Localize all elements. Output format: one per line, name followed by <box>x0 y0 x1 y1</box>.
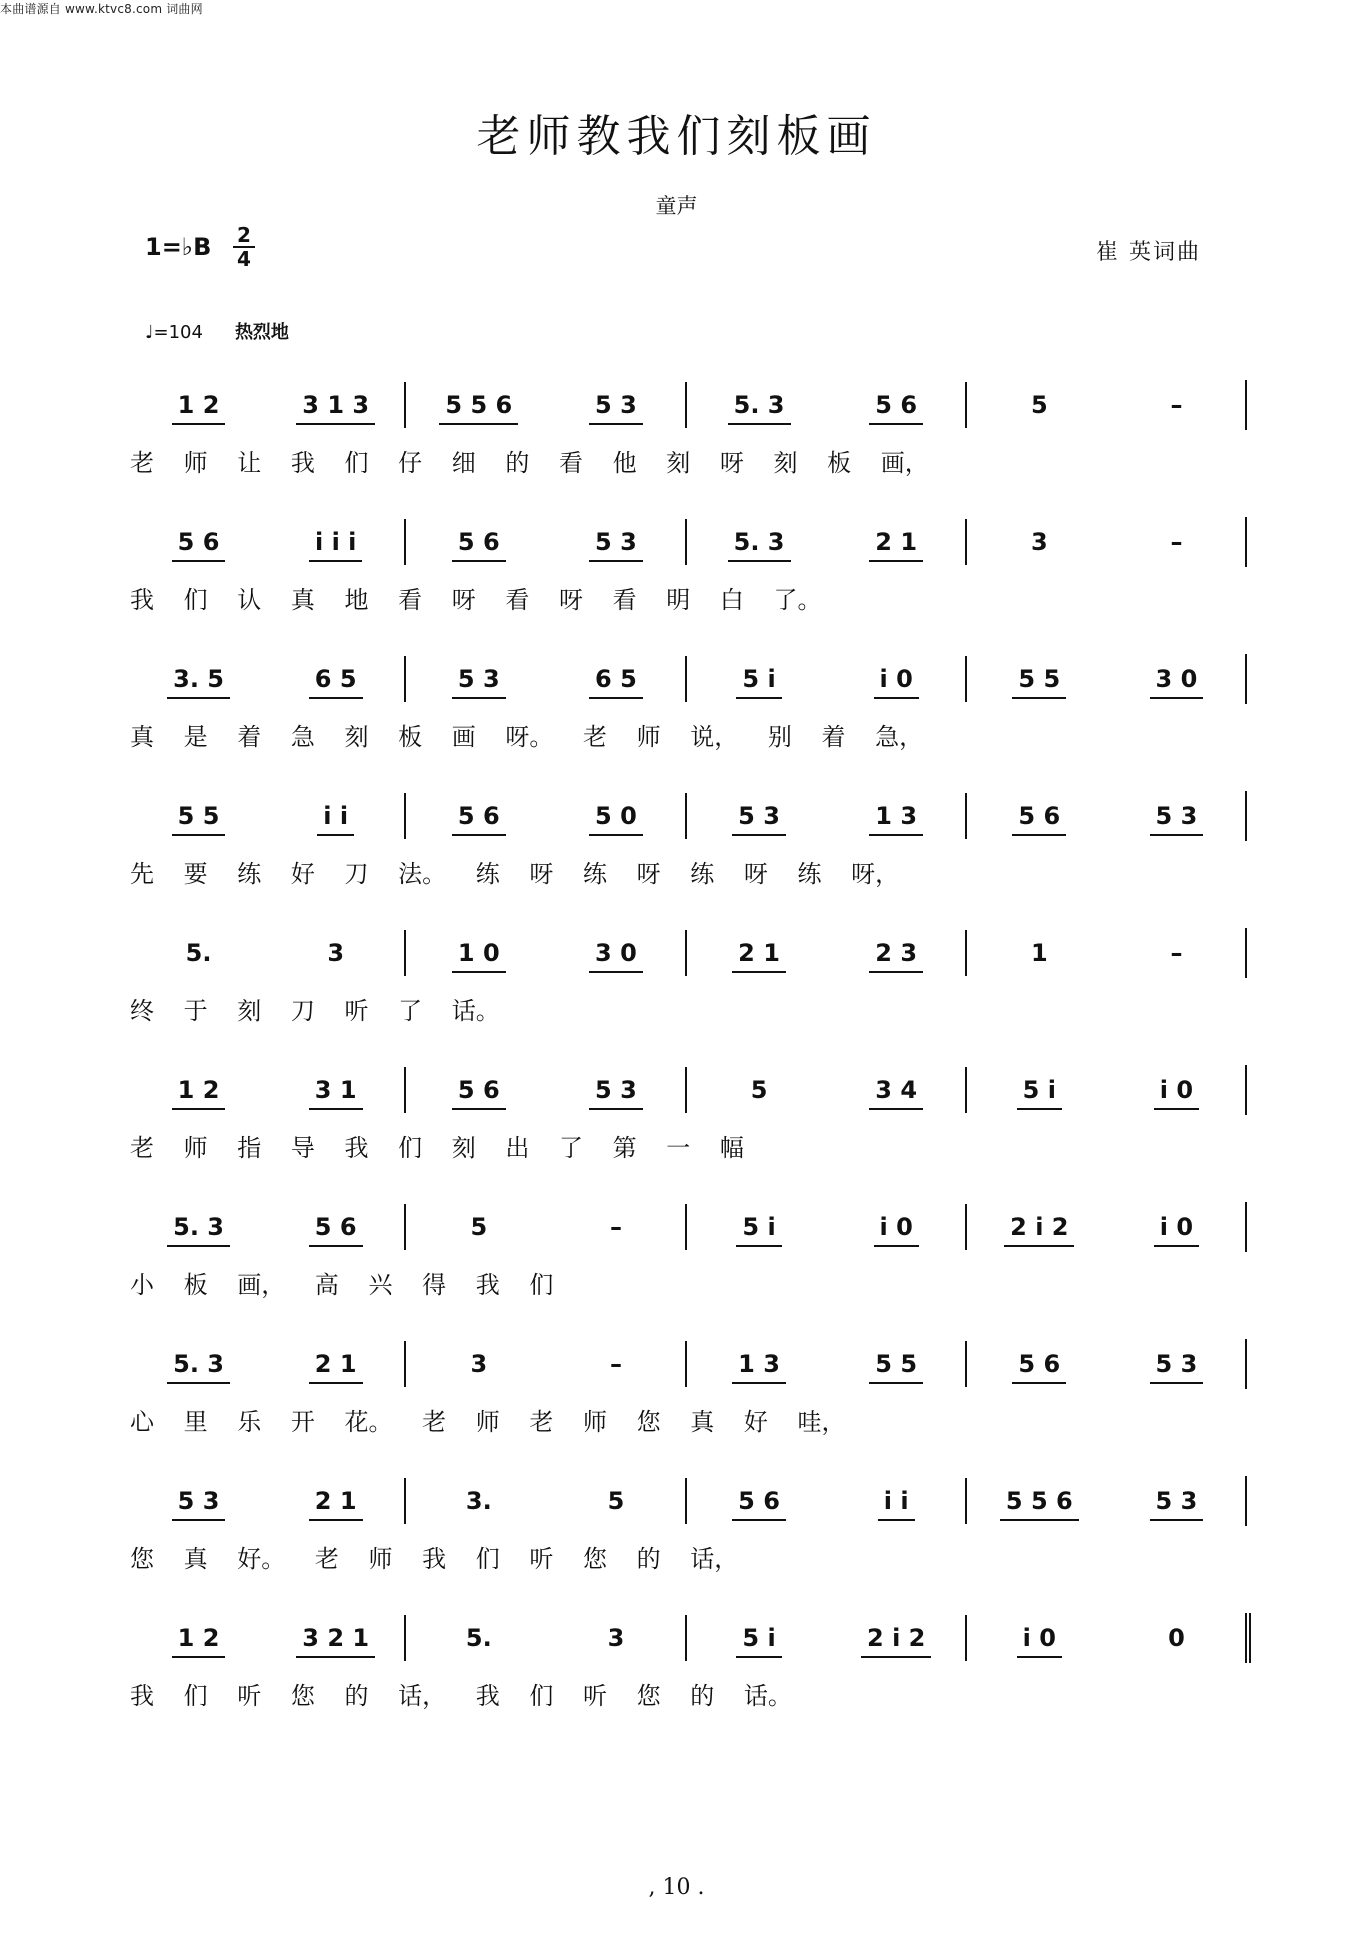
note-group <box>410 1487 547 1515</box>
note-text: 1 2 <box>172 1076 226 1110</box>
note-text: 1 2 <box>172 391 226 425</box>
note-text: 5 3 <box>589 391 643 425</box>
note-group <box>410 391 547 419</box>
note-text: 5 6 <box>452 528 506 562</box>
note-text: 3 <box>607 1624 625 1652</box>
note-group <box>828 802 965 830</box>
notation-line <box>130 1202 1247 1252</box>
note-group <box>828 528 965 556</box>
note-group <box>828 1076 965 1104</box>
note-group <box>1108 802 1245 830</box>
note-text: i 0 <box>874 1213 919 1247</box>
note-text: 5 i <box>736 1213 781 1247</box>
note-group <box>547 1213 684 1241</box>
note-text: 1 3 <box>732 1350 786 1384</box>
mood-marking: 热烈地 <box>234 322 289 343</box>
note-group <box>971 1624 1108 1652</box>
notation-line <box>130 380 1247 430</box>
note-text: 5 i <box>736 1624 781 1658</box>
note-text: 5. <box>465 1624 492 1652</box>
note-text: 1 <box>1030 939 1048 967</box>
note-group <box>410 939 547 967</box>
time-signature-top: 2 <box>237 223 251 247</box>
lyrics-line: 真 是 着 急 刻 板 画 呀。 老 师 说， 别 着 急， <box>130 722 924 751</box>
note-group <box>1108 939 1245 967</box>
note-group <box>691 939 828 967</box>
note-text: 2 1 <box>732 939 786 973</box>
note-group <box>691 1624 828 1652</box>
note-text: 3 2 1 <box>296 1624 375 1658</box>
note-group <box>410 1624 547 1652</box>
lyrics-line: 我 们 认 真 地 看 呀 看 呀 看 明 白 了。 <box>130 585 822 614</box>
note-group <box>971 665 1108 693</box>
notation-line <box>130 928 1247 978</box>
note-text: 5 <box>750 1076 768 1104</box>
note-text: 5 5 <box>172 802 226 836</box>
note-group <box>691 1487 828 1515</box>
note-group <box>547 1624 684 1652</box>
note-text: 5. 3 <box>167 1213 230 1247</box>
note-group <box>267 665 404 693</box>
note-group <box>547 391 684 419</box>
note-group <box>691 802 828 830</box>
song-title: 老师教我们刻板画 <box>476 111 877 162</box>
lyrics-line: 心 里 乐 开 花。 老 师 老 师 您 真 好 哇， <box>130 1407 846 1436</box>
note-text: 5 6 <box>452 1076 506 1110</box>
note-group <box>547 802 684 830</box>
music-system <box>0 1065 1353 1185</box>
music-system <box>0 517 1353 637</box>
note-text: 5 5 <box>869 1350 923 1384</box>
note-text: 0 <box>1168 1624 1185 1652</box>
genre-label: 童声 <box>655 194 698 218</box>
note-group <box>828 665 965 693</box>
note-text: 3 <box>327 939 345 967</box>
note-text: 5 3 <box>732 802 786 836</box>
note-group <box>971 1350 1108 1378</box>
note-group <box>267 1624 404 1652</box>
note-text: 3. 5 <box>167 665 230 699</box>
note-group <box>267 1350 404 1378</box>
note-group <box>410 1213 547 1241</box>
note-text: 5 3 <box>1150 1350 1204 1384</box>
note-group <box>971 939 1108 967</box>
notation-line <box>130 1339 1247 1389</box>
note-group <box>130 1350 267 1378</box>
tempo-value: ♩=104 <box>145 322 203 343</box>
note-text: 3 1 <box>309 1076 363 1110</box>
note-group <box>828 1487 965 1515</box>
note-text: 5 <box>1030 391 1048 419</box>
music-system <box>0 1613 1353 1733</box>
note-group <box>828 1624 965 1652</box>
note-group <box>1108 1213 1245 1241</box>
note-group <box>267 391 404 419</box>
notation-line <box>130 1613 1251 1663</box>
note-text: 2 i 2 <box>861 1624 931 1658</box>
note-group <box>828 1213 965 1241</box>
lyrics-line: 小 板 画， 高 兴 得 我 们 <box>130 1270 554 1299</box>
note-group <box>691 665 828 693</box>
note-text: i i i <box>309 528 362 562</box>
note-text: 5 6 <box>732 1487 786 1521</box>
music-system <box>0 1339 1353 1459</box>
note-text: i 0 <box>1017 1624 1062 1658</box>
note-text: 3 0 <box>1150 665 1204 699</box>
note-text: – <box>609 1350 622 1378</box>
note-text: 1 3 <box>869 802 923 836</box>
note-group <box>547 1487 684 1515</box>
note-group <box>1108 1487 1245 1515</box>
note-group <box>971 802 1108 830</box>
note-text: 6 5 <box>589 665 643 699</box>
note-text: 5. <box>185 939 212 967</box>
note-text: 2 1 <box>309 1487 363 1521</box>
note-group <box>971 391 1108 419</box>
time-signature <box>233 225 255 269</box>
note-text: 5 6 <box>869 391 923 425</box>
note-group <box>130 1213 267 1241</box>
note-text: i 0 <box>874 665 919 699</box>
note-group <box>130 939 267 967</box>
music-system <box>0 928 1353 1048</box>
note-text: 5 3 <box>1150 802 1204 836</box>
source-watermark: 本曲谱源自 www.ktvc8.com 词曲网 <box>0 2 203 16</box>
note-text: 5 3 <box>452 665 506 699</box>
note-group <box>410 665 547 693</box>
lyrics-line: 您 真 好。 老 师 我 们 听 您 的 话， <box>130 1544 739 1573</box>
page-number: , 10 . <box>648 1875 705 1900</box>
note-group <box>130 802 267 830</box>
note-text: 5 6 <box>1012 802 1066 836</box>
note-group <box>267 1213 404 1241</box>
lyrics-line: 老 师 让 我 们 仔 细 的 看 他 刻 呀 刻 板 画， <box>130 448 929 477</box>
note-text: i i <box>878 1487 915 1521</box>
note-text: 5 i <box>736 665 781 699</box>
note-text: 5 <box>470 1213 488 1241</box>
note-group <box>1108 1350 1245 1378</box>
key-signature: 1=♭B <box>145 233 212 261</box>
note-text: 5 <box>607 1487 625 1515</box>
note-group <box>410 1076 547 1104</box>
note-text: 3 <box>1030 528 1048 556</box>
note-text: 5 6 <box>452 802 506 836</box>
note-text: 3 <box>470 1350 488 1378</box>
note-text: 2 3 <box>869 939 923 973</box>
note-text: 3 0 <box>589 939 643 973</box>
note-group <box>267 939 404 967</box>
note-group <box>828 391 965 419</box>
note-text: 3 4 <box>869 1076 923 1110</box>
note-text: i i <box>317 802 354 836</box>
note-text: 5. 3 <box>167 1350 230 1384</box>
notation-line <box>130 1065 1247 1115</box>
note-text: 5 0 <box>589 802 643 836</box>
note-text: 5 6 <box>309 1213 363 1247</box>
note-group <box>691 1350 828 1378</box>
lyrics-line: 终 于 刻 刀 听 了 话。 <box>130 996 500 1025</box>
note-text: 5 6 <box>1012 1350 1066 1384</box>
note-group <box>267 802 404 830</box>
lyrics-line: 老 师 指 导 我 们 刻 出 了 第 一 幅 <box>130 1133 744 1162</box>
note-group <box>547 528 684 556</box>
note-text: 3. <box>465 1487 492 1515</box>
note-group <box>410 528 547 556</box>
note-text: 1 0 <box>452 939 506 973</box>
note-text: 5. 3 <box>728 391 791 425</box>
note-text: 5 i <box>1017 1076 1062 1110</box>
note-group <box>410 1350 547 1378</box>
note-group <box>547 665 684 693</box>
note-group <box>691 1213 828 1241</box>
note-group <box>1108 1076 1245 1104</box>
note-text: 2 i 2 <box>1004 1213 1074 1247</box>
note-group <box>130 528 267 556</box>
note-group <box>267 1076 404 1104</box>
composer-credit: 崔 英词曲 <box>1096 240 1201 265</box>
note-text: – <box>1170 939 1183 967</box>
note-text: 5 3 <box>589 1076 643 1110</box>
note-group <box>267 1487 404 1515</box>
note-group <box>410 802 547 830</box>
notation-line <box>130 654 1247 704</box>
note-group <box>267 528 404 556</box>
note-text: 2 1 <box>869 528 923 562</box>
note-group <box>547 1076 684 1104</box>
note-group <box>971 528 1108 556</box>
note-group <box>547 939 684 967</box>
note-group <box>691 528 828 556</box>
note-group <box>971 1076 1108 1104</box>
music-system <box>0 654 1353 774</box>
note-text: 5 6 <box>172 528 226 562</box>
note-group <box>691 1076 828 1104</box>
notation-line <box>130 791 1247 841</box>
note-text: – <box>1170 528 1183 556</box>
music-system <box>0 1476 1353 1596</box>
music-system <box>0 380 1353 500</box>
note-group <box>130 1487 267 1515</box>
note-text: 3 1 3 <box>296 391 375 425</box>
music-system <box>0 791 1353 911</box>
note-text: 5 5 6 <box>1000 1487 1079 1521</box>
note-text: – <box>1170 391 1183 419</box>
time-signature-bottom: 4 <box>237 247 251 271</box>
note-group <box>130 1624 267 1652</box>
lyrics-line: 先 要 练 好 刀 法。 练 呀 练 呀 练 呀 练 呀， <box>130 859 900 888</box>
note-text: i 0 <box>1154 1213 1199 1247</box>
note-text: 5. 3 <box>728 528 791 562</box>
note-group <box>1108 391 1245 419</box>
note-text: 1 2 <box>172 1624 226 1658</box>
note-text: – <box>609 1213 622 1241</box>
note-group <box>1108 665 1245 693</box>
note-group <box>828 1350 965 1378</box>
tempo-marking <box>145 318 289 344</box>
note-group <box>971 1213 1108 1241</box>
note-text: 5 5 6 <box>439 391 518 425</box>
notation-line <box>130 1476 1247 1526</box>
note-group <box>1108 1624 1245 1652</box>
note-group <box>130 1076 267 1104</box>
note-text: 5 3 <box>1150 1487 1204 1521</box>
note-text: 5 5 <box>1012 665 1066 699</box>
note-text: 5 3 <box>172 1487 226 1521</box>
music-system <box>0 1202 1353 1322</box>
note-group <box>130 391 267 419</box>
note-group <box>1108 528 1245 556</box>
note-group <box>971 1487 1108 1515</box>
lyrics-line: 我 们 听 您 的 话， 我 们 听 您 的 话。 <box>130 1681 792 1710</box>
note-text: i 0 <box>1154 1076 1199 1110</box>
note-group <box>547 1350 684 1378</box>
notation-line <box>130 517 1247 567</box>
note-group <box>828 939 965 967</box>
note-group <box>130 665 267 693</box>
note-text: 6 5 <box>309 665 363 699</box>
note-group <box>691 391 828 419</box>
note-text: 2 1 <box>309 1350 363 1384</box>
note-text: 5 3 <box>589 528 643 562</box>
